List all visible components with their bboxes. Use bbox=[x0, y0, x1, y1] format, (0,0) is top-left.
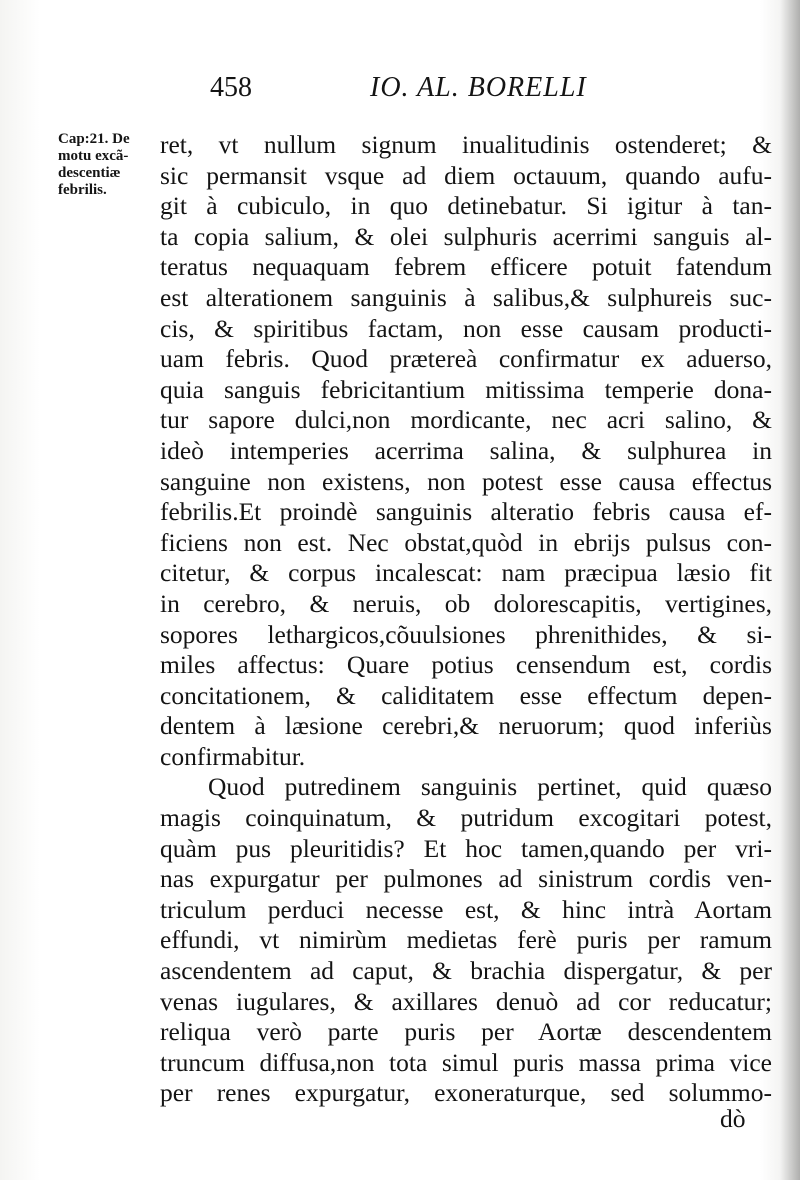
text-line: teratus nequaquam febrem efficere potuit fatendum bbox=[160, 252, 772, 282]
text-line: magis coinquinatum, & putridum excogitari potest, bbox=[160, 803, 772, 833]
text-line: quia sanguis febricitantium mitissima temperie dona- bbox=[160, 374, 772, 404]
text-line: ficiens non est. Nec obstat,quòd in ebrijs pulsus con- bbox=[160, 527, 772, 557]
text-line: triculum perduci necesse est, & hinc intrà Aortam bbox=[160, 894, 772, 924]
text-line: sic permansit vsque ad diem octauum, quando aufu- bbox=[160, 160, 772, 190]
text-line: est alterationem sanguinis à salibus,& sulphureis suc- bbox=[160, 282, 772, 312]
text-line: dentem à læsione cerebri,& neruorum; quod inferiùs bbox=[160, 711, 772, 741]
text-line: in cerebro, & neruis, ob dolorescapitis, vertigines, bbox=[160, 588, 772, 618]
text-line: quàm pus pleuritidis? Et hoc tamen,quando per vri- bbox=[160, 833, 772, 863]
text-line: per renes expurgatur, exoneraturque, sed solummo- bbox=[160, 1078, 772, 1108]
margin-note-line: motu excã- bbox=[58, 148, 129, 164]
margin-note bbox=[58, 131, 170, 199]
page-edge-shadow bbox=[780, 0, 800, 1180]
text-line: tur sapore dulci,non mordicante, nec acri salino, & bbox=[160, 405, 772, 435]
text-line: reliqua verò parte puris per Aortæ descendentem bbox=[160, 1017, 772, 1047]
catchword: dò bbox=[720, 1104, 746, 1133]
page-number: 458 bbox=[210, 72, 252, 103]
running-title: IO. AL. BORELLI bbox=[370, 72, 587, 103]
text-line: venas iugulares, & axillares denuò ad cor reducatur; bbox=[160, 986, 772, 1016]
text-line: citetur, & corpus incalescat: nam præcipua læsio fit bbox=[160, 558, 772, 588]
text-line: sopores lethargicos,cõuulsiones phrenithides, & si- bbox=[160, 619, 772, 649]
text-line: nas expurgatur per pulmones ad sinistrum cordis ven- bbox=[160, 864, 772, 894]
margin-note-line: Cap:21. De bbox=[58, 131, 130, 147]
text-line: cis, & spiritibus factam, non esse causam producti- bbox=[160, 313, 772, 343]
text-line: git à cubiculo, in quo detinebatur. Si igitur à tan- bbox=[160, 191, 772, 221]
body-text bbox=[160, 130, 772, 1109]
text-line: ascendentem ad caput, & brachia dispergatur, & per bbox=[160, 956, 772, 986]
margin-note-line: febrilis. bbox=[58, 182, 107, 198]
margin-note-line: descentiæ bbox=[58, 165, 121, 181]
text-line: febrilis.Et proindè sanguinis alteratio febris causa ef- bbox=[160, 497, 772, 527]
text-line: sanguine non existens, non potest esse causa effectus bbox=[160, 466, 772, 496]
text-line: truncum diffusa,non tota simul puris massa prima vice bbox=[160, 1047, 772, 1077]
page-header bbox=[210, 72, 630, 116]
text-line: Quod putredinem sanguinis pertinet, quid quæso bbox=[208, 772, 772, 802]
text-line: ideò intemperies acerrima salina, & sulphurea in bbox=[160, 435, 772, 465]
text-line: miles affectus: Quare potius censendum est, cordis bbox=[160, 650, 772, 680]
text-line: ta copia salium, & olei sulphuris acerrimi sanguis al- bbox=[160, 221, 772, 251]
text-line: uam febris. Quod prætereà confirmatur ex aduerso, bbox=[160, 344, 772, 374]
text-line: confirmabitur. bbox=[160, 741, 306, 771]
text-line: concitationem, & caliditatem esse effectum depen- bbox=[160, 680, 772, 710]
text-line: effundi, vt nimirùm medietas ferè puris per ramum bbox=[160, 925, 772, 955]
text-line: ret, vt nullum signum inualitudinis ostenderet; & bbox=[160, 130, 772, 159]
